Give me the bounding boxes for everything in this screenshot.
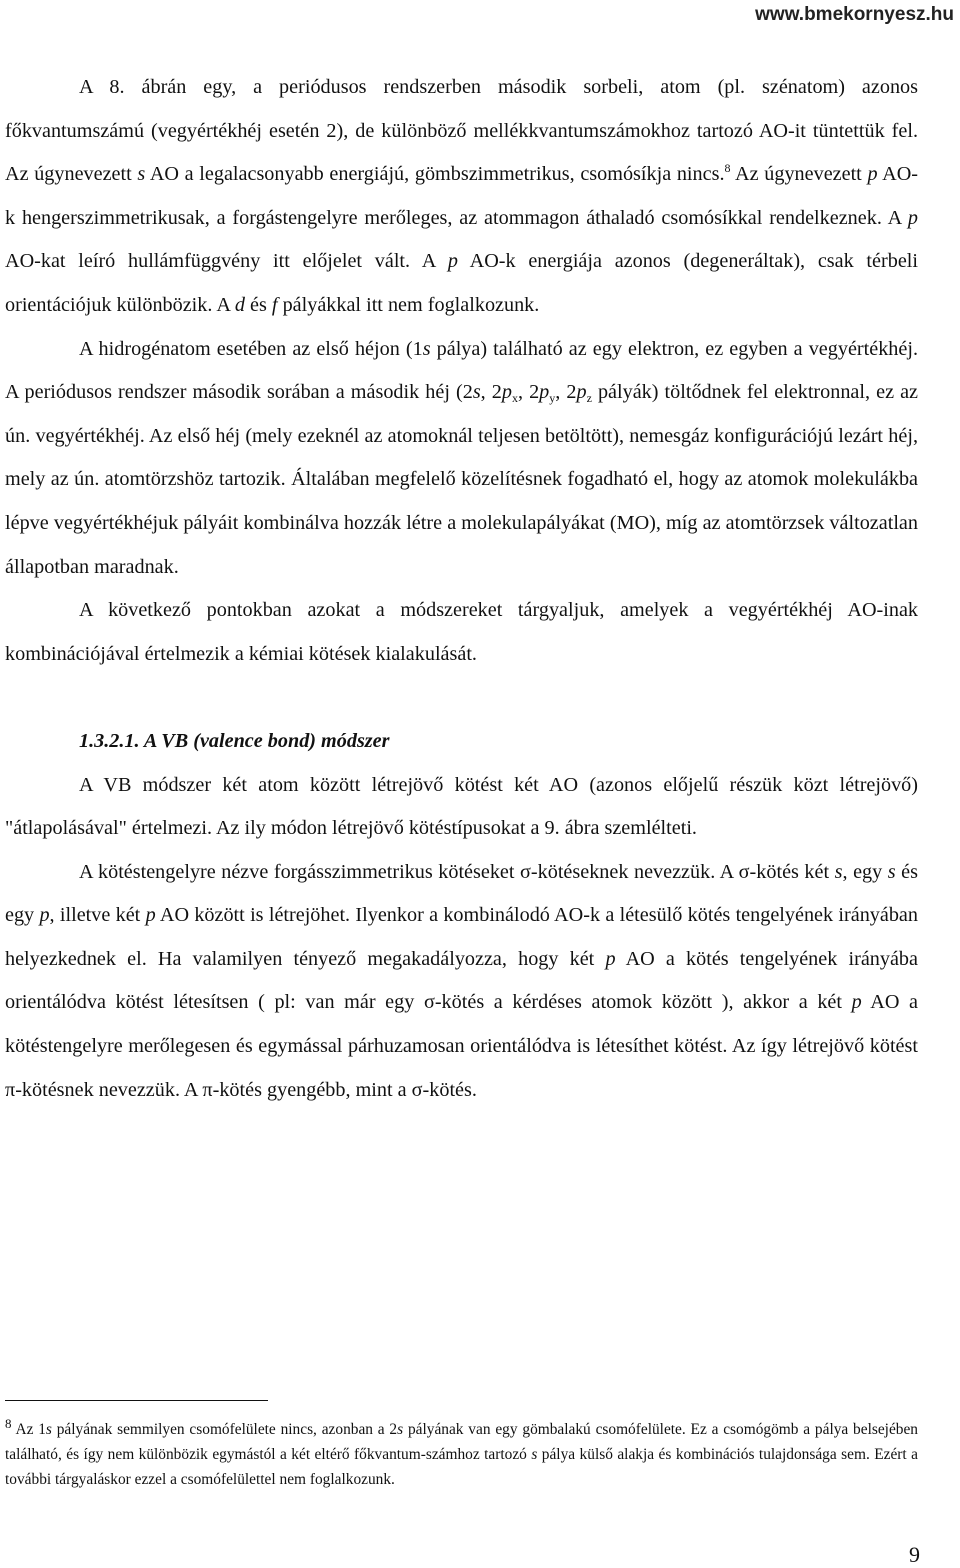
footnote-divider bbox=[5, 1400, 268, 1401]
site-url[interactable]: www.bmekornyesz.hu bbox=[755, 4, 954, 25]
main-text bbox=[5, 66, 918, 1112]
page-number: 9 bbox=[909, 1542, 920, 1567]
paragraph-2: A hidrogénatom esetében az első héjon (1s pálya) található az egy elektron, ez egyben a vegyértékhéj. A periódusos rendszer második sorában a második héj (2s, $2p_x$, $2p_y$, $2p_z$ pályák) töltődnek fel elektronnal, ez az ún. vegyértékhéj. Az első héj (mely ezeknél az atomoknál teljesen betöltött), nemesgáz konfigurációjú lezárt héj, mely az ún. atomtörzshöz tartozik. Általában megfelelő közelítésnek fogadható el, hogy az atomok molekulákba lépve vegyértékhéjuk pályáit kombinálva hozzák létre a molekulapályákat (MO), míg az atomtörzsek változatlan állapotban maradnak. bbox=[5, 337, 919, 578]
footnote: $^8$ Az 1s pályának semmilyen csomófelülete nincs, azonban a 2s pályának van egy gömbalakú csomófelülete. Ez a csomógömb a pálya belsejében található, és így nem különbözik egymástól a két eltérő főkvantum-számhoz tartozó s pálya külső alakja és kombinációs tulajdonsága sem. Ezért a további tárgyaláskor ezzel a csomófelülettel nem foglalkozunk. bbox=[5, 1416, 919, 1488]
footnote-ref[interactable]: 8 bbox=[724, 161, 731, 176]
paragraph-1: A 8. ábrán egy, a periódusos rendszerben második sorbeli, atom (pl. szénatom) azonos főkvantumszámú (vegyértékhéj esetén 2), de különböző mellékkvantumszámokhoz tartozó AO-it tüntettük fel. Az úgynevezett s AO a legalacsonyabb energiájú, gömbszimmetrikus, csomósíkja nincs.$^8$ Az úgynevezett p AO-k hengerszimmetrikusak, a forgástengelyre merőleges, az atommagon áthaladó csomósíkkal rendelkeznek. A p AO-kat leíró hullámfüggvény itt előjelet vált. A p AO-k energiája azonos (degeneráltak), csak térbeli orientációjuk különbözik. A d és f pályákkal itt nem foglalkozunk. bbox=[5, 76, 918, 316]
spacer bbox=[5, 676, 918, 720]
footnote-number: 8 bbox=[5, 1416, 12, 1431]
paragraph-5: A kötéstengelyre nézve forgásszimmetrikus kötéseket σ-kötéseknek nevezzük. A σ-kötés két s, egy s és egy p, illetve két p AO között is létrejöhet. Ilyenkor a kombinálodó AO-k a létesülő kötés tengelyének irányában helyezkednek el. Ha valamilyen tényező megakadályozza, hogy két p AO a kötés tengelyének irányába orientálódva kötést létesítsen ( pl: van már egy σ-kötés a kérdéses atomok között ), akkor a két p AO a kötéstengelyre merőlegesen és egymással párhuzamosan orientálódva is létesíthet kötést. Az így létrejövő kötést π-kötésnek nevezzük. A π-kötés gyengébb, mint a σ-kötés. bbox=[5, 860, 918, 1101]
section-heading: 1.3.2.1. A VB (valence bond) módszer bbox=[79, 729, 390, 752]
paragraph-3: A következő pontokban azokat a módszereket tárgyaljuk, amelyek a vegyértékhéj AO-inak kombinációjával értelmezik a kémiai kötések kialakulását. bbox=[5, 599, 918, 665]
paragraph-4: A VB módszer két atom között létrejövő kötést két AO (azonos előjelű részük közt létrejövő) "átlapolásával" értelmezi. Az ily módon létrejövő kötéstípusokat a 9. ábra szemlélteti. bbox=[5, 773, 918, 840]
